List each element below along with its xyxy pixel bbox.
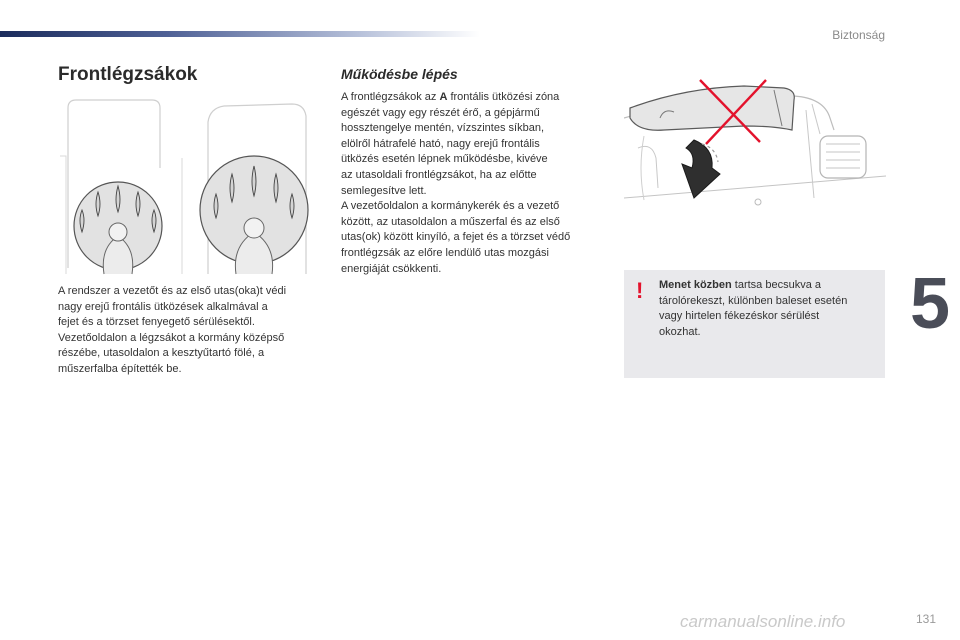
airbag-seats-illustration xyxy=(60,98,312,276)
activation-paragraph xyxy=(341,90,607,277)
zone-letter: A xyxy=(439,91,448,103)
warning-body: tartsa becsukva a tárolórekeszt, különben baleset esetén vagy hirtelen fékezéskor sérülést okozhat. xyxy=(659,279,848,338)
warning-text xyxy=(659,278,877,340)
watermark: carmanualsonline.info xyxy=(680,612,846,631)
header-gradient-bar xyxy=(0,31,480,37)
page-number: 131 xyxy=(915,612,936,626)
glovebox-warning-illustration xyxy=(624,78,886,246)
page-title: Frontlégzsákok xyxy=(58,64,198,85)
warning-bold: Menet közben xyxy=(659,279,732,291)
warning-box xyxy=(624,270,885,378)
activation-text-rest: frontális ütközési zóna egészét vagy egy részét érő, a gépjármű hossztengelye mentén, vízszintes síkban, elölről hátrafelé ható, nagy erejű frontális ütközés esetén lépnek működésbe, kivéve az utasoldali frontlégzsákot, ha az előtte semlegesítve lett. A vezetőoldalon a kormánykerék és a vezető között, az utasoldalon a műszerfal és az első utas(ok) között kinyíló, a fejet és a törzset védő frontlégzsák az előre lendülő utas mozgási energiáját csökkenti. xyxy=(341,91,571,275)
section-heading: Működésbe lépés xyxy=(341,66,458,82)
chapter-number: 5 xyxy=(909,264,950,344)
intro-paragraph: A rendszer a vezetőt és az első utas(oka)t védi nagy erejű frontális ütközések alkalmával a fejet és a törzset fenyegető sérülésektől. Vezetőoldalon a légzsákot a kormány középső részébe, utasoldalon a kesztyűtartó fölé, a műszerfalba építették be. xyxy=(58,285,287,375)
section-label: Biztonság xyxy=(832,28,885,42)
activation-text-start: A frontlégzsákok az xyxy=(341,91,440,103)
exclamation-icon: ! xyxy=(636,278,644,303)
